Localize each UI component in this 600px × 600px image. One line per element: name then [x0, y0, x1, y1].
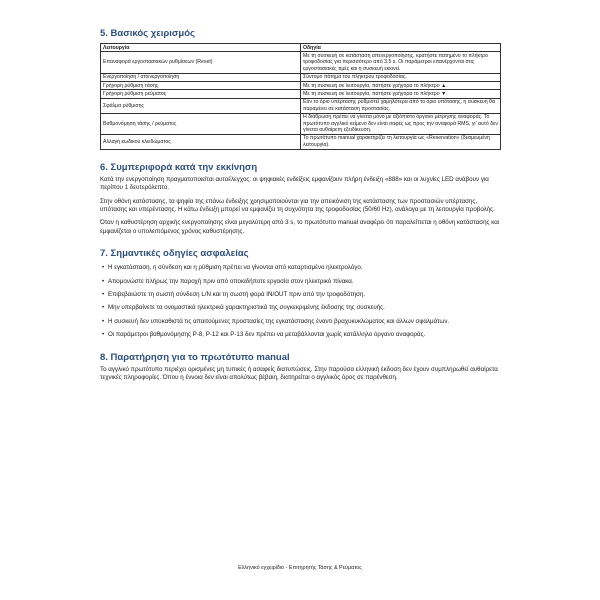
- paragraph: Κατά την ενεργοποίηση πραγματοποιείται αυτοέλεγχος: οι ψηφιακές ενδείξεις εμφανίζουν πλήρη ένδειξη «888» και οι λυχνίες LED ανάβουν για περίπου 1 δευτερόλεπτο.: [100, 175, 489, 192]
- section-original-manual-note: [100, 352, 500, 383]
- table-row: [101, 82, 501, 90]
- table-cell-function: Σφάλμα ρύθμισης: [101, 98, 301, 113]
- page-footer: Ελληνικό εγχειρίδιο - Επιτηρητής Τάσης & Ρεύματος: [238, 565, 362, 571]
- table-cell-instruction: Η διάθρωση πρέπει να γίνεται μόνο με αξιόπιστο όργανο μέτρησης αναφοράς. Το πρωτότυπο αγγλικό κείμενο δεν είναι σαφές ως προς την αναφορά RMS, γι' αυτό δεν γίνεται αυθαίρετη εξειδίκευση.: [301, 113, 501, 134]
- table-cell-function: Επαναφορά εργοστασιακών ρυθμίσεων (Reset): [101, 52, 301, 73]
- bullet-icon: •: [102, 264, 105, 272]
- bullet-icon: •: [102, 317, 105, 325]
- paragraph: Στην οθόνη κατάστασης, τα ψηφία της επάνω ένδειξης χρησιμοποιούνται για την απεικόνιση της κατάστασης των προστασιών υπέρτασης, υπότασης και υπερέντασης. Η κάτω ένδειξη μπορεί να εμφανίζει τη συχνότητα της τροφοδοσίας (50/60 Hz), ανάλογα με τη λειτουργία προβολής.: [100, 197, 495, 213]
- bullet-icon: •: [102, 331, 105, 339]
- list-item-text: Απομονώστε πλήρως την παροχή πριν από οποιαδήποτε εργασία στον ηλεκτρικό πίνακα.: [108, 277, 354, 285]
- list-item: [100, 304, 500, 312]
- table-cell-instruction: Σύντομο πάτημα του πλήκτρου τροφοδοσίας.: [301, 73, 501, 81]
- list-item: [100, 291, 500, 299]
- table-header-row: [101, 44, 501, 52]
- section-title: 5. Βασικός χειρισμός: [100, 28, 195, 39]
- table-row: [101, 113, 501, 134]
- list-item-text: Η συσκευή δεν υποκαθιστά τις απαιτούμενες προστασίες της εγκατάστασης έναντι βραχυκυκλώματος και άλλων σφαλμάτων.: [108, 317, 450, 325]
- section-startup-behavior: [100, 162, 500, 236]
- paragraph: Το αγγλικό πρωτότυπο περιέχει ορισμένες μη τυπικές ή ασαφείς διατυπώσεις. Στην παρούσα ελληνική έκδοση δεν έχουν συμπληρωθεί αυθαίρετα τεχνικές πληροφορίες. Όπου η έννοια δεν είναι απολύτως βέβαιη, διατηρείται ο αγγλικός όρος σε παρένθεση.: [100, 365, 498, 381]
- section-title: 7. Σημαντικές οδηγίες ασφαλείας: [100, 248, 249, 260]
- paragraph: Όταν η καθυστέρηση αρχικής ενεργοποίησης είναι μεγαλύτερη από 3 s, το πρωτότυπο manual αναφέρει ότι παραλείπεται η οθόνη κατάστασης και εμφανίζεται ο υπολειπόμενος χρόνος καθυστέρησης.: [100, 219, 500, 235]
- list-item-text: Επιβεβαιώστε τη σωστή σύνδεση L/N και τη σωστή φορά IN/OUT πριν από την τροφοδότηση.: [108, 290, 366, 298]
- list-item: [100, 318, 500, 326]
- column-header-instruction: Οδηγία: [301, 44, 501, 52]
- table-row: [101, 134, 501, 149]
- table-row: [101, 90, 501, 98]
- section-title: 8. Παρατήρηση για το πρωτότυπο manual: [100, 351, 290, 363]
- bullet-icon: •: [102, 304, 105, 312]
- list-item: [100, 278, 500, 286]
- table-cell-instruction: Το πρωτότυπο manual χαρακτηρίζει τη λειτουργία ως «Reservation» (δεσμευμένη λειτουργία).: [301, 134, 501, 149]
- list-item: [100, 331, 500, 339]
- safety-list: [100, 264, 500, 339]
- table-cell-function: Βαθμονόμηση τάσης / ρεύματος: [101, 113, 301, 134]
- table-row: [101, 73, 501, 81]
- list-item: [100, 264, 500, 272]
- table-row: [101, 52, 501, 73]
- table-cell-function: Γρήγορη ρύθμιση ρεύματος: [101, 90, 301, 98]
- table-row: [101, 98, 501, 113]
- table-cell-instruction: Με τη συσκευή σε λειτουργία, πατήστε γρήγορα το πλήκτρο ▲.: [301, 82, 501, 90]
- bullet-icon: •: [102, 290, 105, 298]
- section-basic-operation: [100, 28, 500, 150]
- section-title: 6. Συμπεριφορά κατά την εκκίνηση: [100, 161, 258, 173]
- list-item-text: Οι παράμετροι βαθμονόμησης P-8, P-12 και P-13 δεν πρέπει να μεταβάλλονται χωρίς κατάλληλο όργανο αναφοράς.: [108, 331, 426, 339]
- table-cell-instruction: Με τη συσκευή σε κατάσταση απενεργοποίησης, κρατήστε πατημένο το πλήκτρο τροφοδοσίας για περισσότερο από 3.5 s. Οι παράμετροι επανέρχονται στις εργοστασιακές τιμές και η συσκευή εκκινεί.: [301, 52, 501, 73]
- column-header-function: Λειτουργία: [101, 44, 301, 52]
- section-safety-instructions: [100, 248, 500, 339]
- bullet-icon: •: [102, 277, 105, 285]
- table-cell-function: Γρήγορη ρύθμιση τάσης: [101, 82, 301, 90]
- table-cell-function: Αλλαγή κωδικού κλειδώματος: [101, 134, 301, 149]
- document-page: [100, 28, 500, 382]
- table-cell-instruction: Εάν το όριο υπέρτασης ρυθμιστεί χαμηλότερα από το όριο υπότασης, η συσκευή θα παραμένει σε κατάσταση προστασίας.: [301, 98, 501, 113]
- operations-table: [100, 43, 501, 150]
- list-item-text: Η εγκατάσταση, η σύνδεση και η ρύθμιση πρέπει να γίνονται από καταρτισμένο ηλεκτρολόγο.: [108, 264, 363, 272]
- table-cell-instruction: Με τη συσκευή σε λειτουργία, πατήστε γρήγορα το πλήκτρο ▼.: [301, 90, 501, 98]
- list-item-text: Μην υπερβαίνετε τα ονομαστικά ηλεκτρικά χαρακτηριστικά της συγκεκριμένης έκδοσης της συσκευής.: [108, 304, 385, 312]
- table-cell-function: Ενεργοποίηση / απενεργοποίηση: [101, 73, 301, 81]
